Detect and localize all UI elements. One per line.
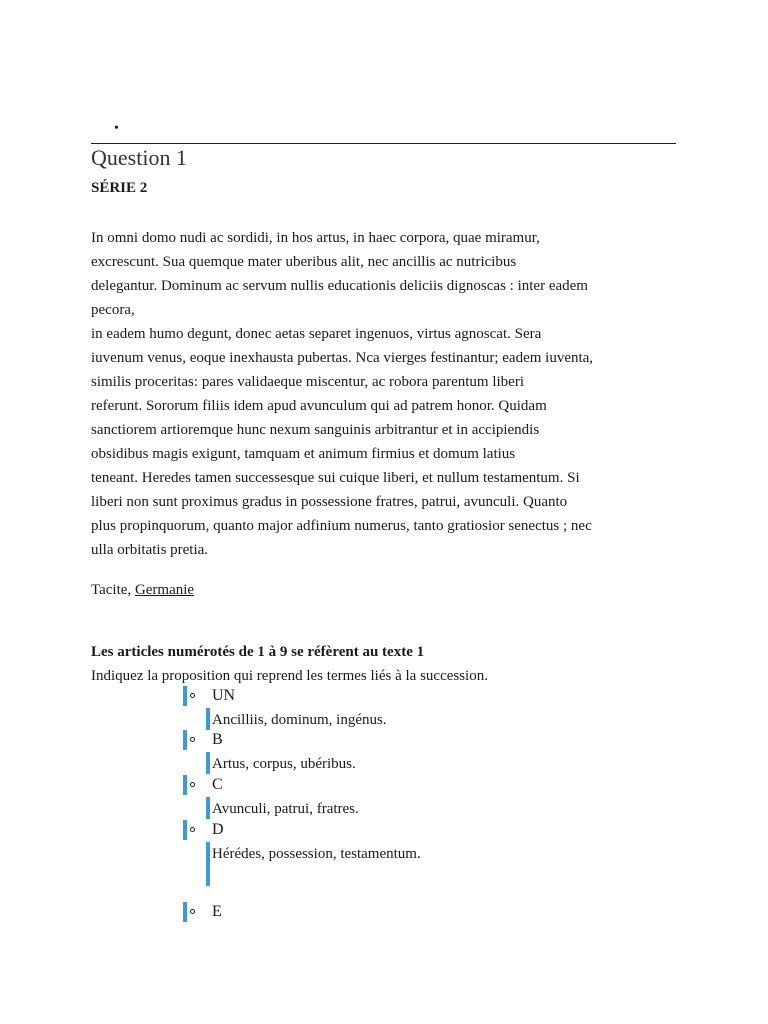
option-radio-c[interactable]: [183, 775, 213, 795]
list-bullet: •: [114, 121, 119, 136]
option-text-bar: [206, 752, 210, 774]
option-letter-b: B: [212, 731, 223, 748]
option-text-c[interactable]: Avunculi, patrui, fratres.: [212, 801, 359, 817]
passage-line: in eadem humo degunt, donec aetas separet ingenuos, virtus agnoscat. Sera: [91, 326, 542, 342]
passage-line: delegantur. Dominum ac servum nullis educationis deliciis dignoscas : inter eadem: [91, 278, 588, 294]
passage-line: pecora,: [91, 302, 135, 318]
option-radio-a[interactable]: [183, 686, 213, 706]
passage-line: sanctiorem artioremque hunc nexum sanguinis arbitrantur et in accipiendis: [91, 422, 540, 438]
option-text-bar: [206, 708, 210, 730]
option-marker-bar: [183, 902, 187, 922]
articles-heading: Les articles numérotés de 1 à 9 se réfèrent au texte 1: [91, 644, 425, 660]
option-letter-e: E: [212, 903, 222, 920]
radio-circle-icon: [190, 737, 195, 742]
passage-line: liberi non sunt proximus gradus in possessione fratres, patrui, avunculi. Quanto: [91, 494, 568, 510]
option-marker-bar: [183, 820, 187, 840]
option-radio-d[interactable]: [183, 820, 213, 840]
option-letter-a: UN: [212, 687, 236, 704]
passage-line: ulla orbitatis pretia.: [91, 542, 209, 558]
citation: [91, 580, 194, 600]
option-letter-c: C: [212, 776, 223, 793]
passage-line: teneant. Heredes tamen successesque sui cuique liberi, et nullum testamentum. Si: [91, 470, 580, 486]
option-marker-bar: [183, 730, 187, 750]
passage-line: iuvenum venus, eoque inexhausta pubertas. Nca vierges festinantur; eadem iuventa,: [91, 350, 594, 366]
citation-work: Germanie: [134, 582, 195, 598]
option-marker-bar: [183, 775, 187, 795]
series-label: SÉRIE 2: [91, 180, 148, 196]
question-title: Question 1: [91, 145, 187, 170]
option-radio-b[interactable]: [183, 730, 213, 750]
passage-line: obsidibus magis exigunt, tamquam et animum firmius et domum latius: [91, 446, 516, 462]
passage-line: referunt. Sororum filiis idem apud avunculum qui ad patrem honor. Quidam: [91, 398, 547, 414]
citation-author: Tacite,: [91, 582, 135, 598]
option-text-d[interactable]: Hérédes, possession, testamentum.: [212, 846, 421, 862]
radio-circle-icon: [190, 909, 195, 914]
radio-circle-icon: [190, 693, 195, 698]
option-text-bar: [206, 797, 210, 819]
option-text-a[interactable]: Ancilliis, dominum, ingénus.: [212, 712, 387, 728]
option-marker-bar: [183, 686, 187, 706]
latin-passage: [91, 226, 681, 562]
option-radio-e[interactable]: [183, 902, 213, 922]
option-text-bar: [206, 842, 210, 886]
radio-circle-icon: [190, 782, 195, 787]
passage-line: In omni domo nudi ac sordidi, in hos artus, in haec corpora, quae miramur,: [91, 230, 540, 246]
passage-line: similis proceritas: pares validaeque miscentur, ac robora parentum liberi: [91, 374, 524, 390]
question-instruction: Indiquez la proposition qui reprend les termes liés à la succession.: [91, 668, 488, 684]
passage-line: excrescunt. Sua quemque mater uberibus alit, nec ancillis ac nutricibus: [91, 254, 517, 270]
passage-line: plus propinquorum, quanto major adfinium numerus, tanto gratiosior senectus ; nec: [91, 518, 592, 534]
option-letter-d: D: [212, 821, 224, 838]
radio-circle-icon: [190, 827, 195, 832]
option-text-b[interactable]: Artus, corpus, ubéribus.: [212, 756, 356, 772]
